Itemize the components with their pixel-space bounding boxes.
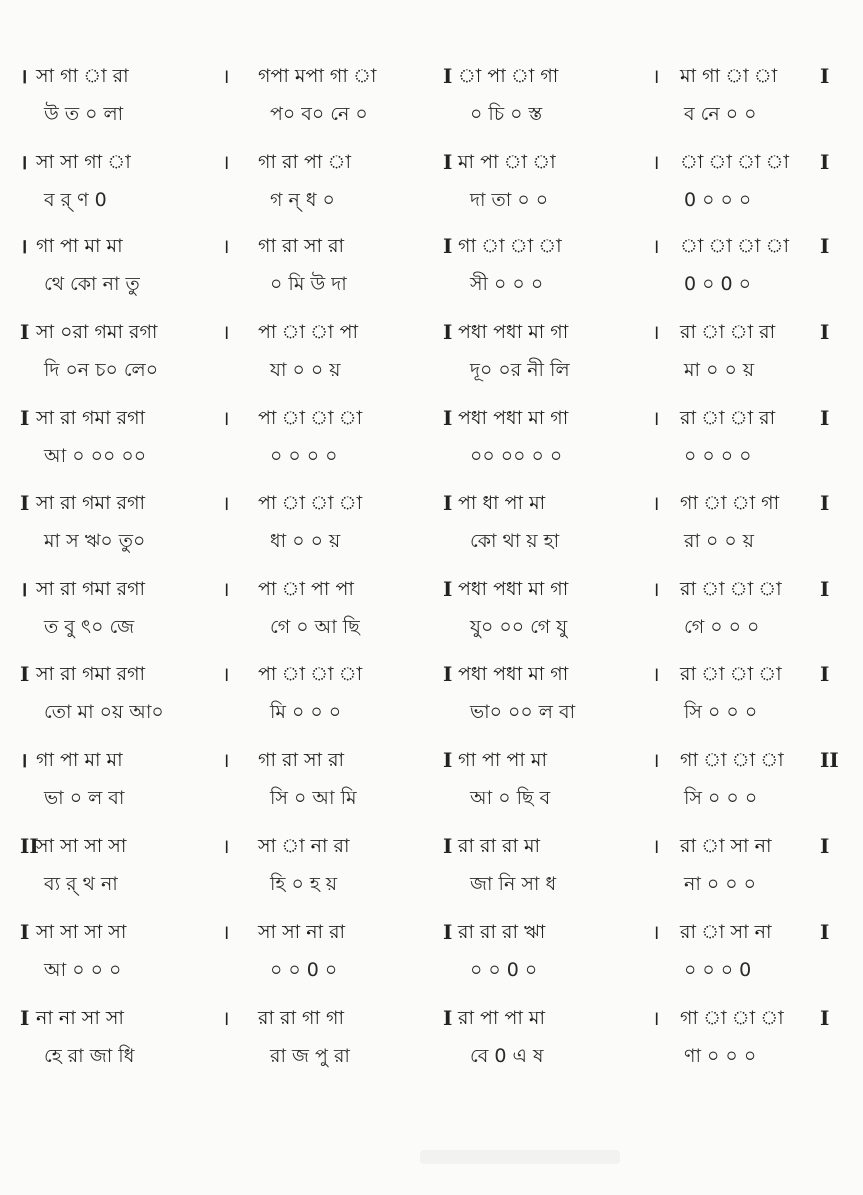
lyric-group: ত বু ৎ০ জে bbox=[44, 616, 135, 638]
note-group: রা া া রা bbox=[680, 407, 776, 429]
note-group: া া া া bbox=[680, 235, 789, 257]
lyric-line bbox=[0, 270, 863, 298]
bar-line: । bbox=[652, 64, 660, 88]
bar-line: । bbox=[652, 234, 660, 258]
lyric-line bbox=[0, 527, 863, 555]
note-group: গা রা পা া bbox=[258, 151, 351, 173]
note-group: সা রা গমা রগা bbox=[36, 492, 146, 514]
note-group: গা া া া bbox=[458, 235, 562, 257]
lyric-group: ধা ০ ০ য় bbox=[270, 530, 341, 552]
bar-line: । bbox=[20, 64, 28, 88]
bar-line: I bbox=[443, 64, 453, 88]
lyric-group: 0 ০ 0 ০ bbox=[684, 273, 752, 295]
note-group: রা রা গা গা bbox=[258, 1007, 344, 1029]
note-group: গপা মপা গা া bbox=[258, 65, 377, 87]
bar-line: I bbox=[820, 406, 830, 430]
lyric-group: রা জ পু রা bbox=[270, 1045, 350, 1067]
lyric-group: ০ মি উ দা bbox=[270, 273, 347, 295]
lyric-group: গে ০ আ ছি bbox=[270, 616, 360, 638]
bar-line: I bbox=[443, 406, 453, 430]
lyric-group: প০ ব০ নে ০ bbox=[270, 103, 368, 125]
lyric-line bbox=[0, 784, 863, 812]
bar-line: I bbox=[820, 64, 830, 88]
note-group: রা রা রা ঋা bbox=[458, 921, 546, 943]
lyric-group: কো থা য় হা bbox=[470, 530, 560, 552]
bar-line: । bbox=[222, 920, 230, 944]
bar-line: I bbox=[820, 320, 830, 344]
note-group: পধা পধা মা গা bbox=[458, 663, 569, 685]
note-group: সা রা গমা রগা bbox=[36, 578, 146, 600]
lyric-group: ব্য র্ থ না bbox=[44, 873, 118, 895]
lyric-line bbox=[0, 186, 863, 214]
note-group: গা া া া bbox=[680, 1007, 784, 1029]
lyric-group: ০০ ০০ ০ ০ bbox=[470, 445, 563, 467]
lyric-group: মি ০ ০ ০ bbox=[270, 701, 342, 723]
note-group: রা া সা না bbox=[680, 835, 772, 857]
lyric-group: বে 0 এ ষ bbox=[470, 1045, 544, 1067]
bar-line: । bbox=[652, 748, 660, 772]
bar-line: II bbox=[820, 748, 839, 772]
bar-line: I bbox=[443, 491, 453, 515]
bar-line: I bbox=[443, 234, 453, 258]
bar-line: । bbox=[222, 150, 230, 174]
bar-line: । bbox=[652, 320, 660, 344]
notation-line bbox=[0, 232, 863, 260]
note-group: সা রা গমা রগা bbox=[36, 663, 146, 685]
lyric-group: ভা ০ ল বা bbox=[44, 787, 125, 809]
notation-line bbox=[0, 660, 863, 688]
lyric-group: সি ০ ০ ০ bbox=[684, 787, 758, 809]
note-group: সা সা গা া bbox=[36, 151, 131, 173]
lyric-group: ০ ০ ০ ০ bbox=[684, 445, 752, 467]
lyric-group: উ ত ০ লা bbox=[44, 103, 124, 125]
bar-line: । bbox=[222, 406, 230, 430]
lyric-group: দূ০ ০র নী লি bbox=[470, 359, 570, 381]
lyric-group: আ ০ ০ ০ bbox=[44, 959, 122, 981]
lyric-group: ব নে ০ ০ bbox=[684, 103, 757, 125]
note-group: গা া া া bbox=[680, 749, 784, 771]
note-group: পা া া পা bbox=[258, 321, 358, 343]
note-group: গা পা পা মা bbox=[458, 749, 547, 771]
bar-line: I bbox=[20, 662, 30, 686]
lyric-line bbox=[0, 698, 863, 726]
bar-line: । bbox=[20, 150, 28, 174]
bar-line: । bbox=[222, 64, 230, 88]
bar-line: I bbox=[20, 1006, 30, 1030]
notation-line bbox=[0, 318, 863, 346]
bar-line: I bbox=[443, 834, 453, 858]
lyric-line bbox=[0, 613, 863, 641]
note-group: সা সা না রা bbox=[258, 921, 346, 943]
lyric-group: হি ০ হ য় bbox=[270, 873, 338, 895]
lyric-group: আ ০ ০০ ০০ bbox=[44, 445, 147, 467]
lyric-group: ০ ০ ০ ০ bbox=[270, 445, 338, 467]
bar-line: I bbox=[20, 491, 30, 515]
lyric-group: সি ০ আ মি bbox=[270, 787, 357, 809]
lyric-group: সি ০ ০ ০ bbox=[684, 701, 758, 723]
note-group: গা রা সা রা bbox=[258, 235, 345, 257]
note-group: পা া া া bbox=[258, 492, 363, 514]
bar-line: I bbox=[20, 320, 30, 344]
lyric-line bbox=[0, 356, 863, 384]
bar-line: I bbox=[443, 920, 453, 944]
bar-line: । bbox=[222, 491, 230, 515]
bar-line: I bbox=[443, 748, 453, 772]
note-group: পা া া া bbox=[258, 407, 363, 429]
notation-line bbox=[0, 148, 863, 176]
lyric-line bbox=[0, 870, 863, 898]
notation-line bbox=[0, 918, 863, 946]
note-group: সা রা গমা রগা bbox=[36, 407, 146, 429]
bar-line: । bbox=[20, 234, 28, 258]
bar-line: I bbox=[820, 491, 830, 515]
note-group: রা া া া bbox=[680, 663, 782, 685]
note-group: সা গা া রা bbox=[36, 65, 129, 87]
bar-line: I bbox=[820, 1006, 830, 1030]
bar-line: I bbox=[820, 577, 830, 601]
bar-line: I bbox=[820, 920, 830, 944]
notation-line bbox=[0, 489, 863, 517]
bar-line: I bbox=[20, 920, 30, 944]
bar-line: I bbox=[443, 150, 453, 174]
lyric-group: ০ ০ ০ 0 bbox=[684, 959, 752, 981]
bar-line: । bbox=[652, 577, 660, 601]
lyric-group: মা ০ ০ য় bbox=[684, 359, 755, 381]
bar-line: । bbox=[20, 748, 28, 772]
lyric-group: যু০ ০০ গে যু bbox=[470, 616, 568, 638]
bar-line: । bbox=[222, 834, 230, 858]
lyric-group: থে কো না তু bbox=[44, 273, 140, 295]
bar-line: I bbox=[820, 234, 830, 258]
lyric-group: যা ০ ০ য় bbox=[270, 359, 341, 381]
note-group: পধা পধা মা গা bbox=[458, 321, 569, 343]
note-group: না না সা সা bbox=[36, 1007, 124, 1029]
bar-line: I bbox=[820, 834, 830, 858]
bar-line: । bbox=[652, 920, 660, 944]
note-group: সা া না রা bbox=[258, 835, 350, 857]
lyric-group: না ০ ০ ০ bbox=[684, 873, 757, 895]
lyric-group: হে রা জা ধি bbox=[44, 1045, 135, 1067]
faint-print-mark bbox=[420, 1150, 620, 1164]
bar-line: । bbox=[652, 491, 660, 515]
lyric-line bbox=[0, 442, 863, 470]
bar-line: I bbox=[20, 406, 30, 430]
note-group: রা রা রা মা bbox=[458, 835, 541, 857]
bar-line: । bbox=[222, 320, 230, 344]
bar-line: । bbox=[20, 577, 28, 601]
bar-line: । bbox=[222, 748, 230, 772]
note-group: রা া া রা bbox=[680, 321, 776, 343]
note-group: পধা পধা মা গা bbox=[458, 407, 569, 429]
note-group: গা রা সা রা bbox=[258, 749, 345, 771]
lyric-group: দি ০ন চ০ লে০ bbox=[44, 359, 159, 381]
lyric-group: জা নি সা ধ bbox=[470, 873, 557, 895]
notation-line bbox=[0, 62, 863, 90]
lyric-line bbox=[0, 100, 863, 128]
lyric-group: আ ০ ছি ব bbox=[470, 787, 551, 809]
notation-line bbox=[0, 746, 863, 774]
notation-line bbox=[0, 575, 863, 603]
note-group: পধা পধা মা গা bbox=[458, 578, 569, 600]
lyric-line bbox=[0, 1042, 863, 1070]
lyric-group: ণা ০ ০ ০ bbox=[684, 1045, 757, 1067]
bar-line: । bbox=[652, 662, 660, 686]
bar-line: । bbox=[222, 1006, 230, 1030]
note-group: গা পা মা মা bbox=[36, 749, 123, 771]
note-group: া া া া bbox=[680, 151, 789, 173]
note-group: সা সা সা সা bbox=[36, 921, 127, 943]
note-group: সা সা সা সা bbox=[36, 835, 127, 857]
lyric-group: ০ ০ 0 ০ bbox=[470, 959, 538, 981]
notation-line bbox=[0, 1004, 863, 1032]
note-group: গা া া গা bbox=[680, 492, 780, 514]
bar-line: I bbox=[820, 150, 830, 174]
bar-line: । bbox=[222, 662, 230, 686]
lyric-group: ভা০ ০০ ল বা bbox=[470, 701, 576, 723]
notation-line bbox=[0, 404, 863, 432]
lyric-group: গে ০ ০ ০ bbox=[684, 616, 760, 638]
note-group: মা গা া া bbox=[680, 65, 778, 87]
note-group: রা া সা না bbox=[680, 921, 772, 943]
lyric-group: মা স ঋ০ তু০ bbox=[44, 530, 146, 552]
lyric-group: 0 ০ ০ ০ bbox=[684, 189, 752, 211]
bar-line: I bbox=[443, 1006, 453, 1030]
bar-line: । bbox=[222, 234, 230, 258]
lyric-group: ব র্ ণ 0 bbox=[44, 189, 107, 211]
lyric-group: ০ ০ 0 ০ bbox=[270, 959, 338, 981]
lyric-line bbox=[0, 956, 863, 984]
note-group: গা পা মা মা bbox=[36, 235, 123, 257]
bar-line: । bbox=[652, 406, 660, 430]
note-group: া পা া গা bbox=[458, 65, 559, 87]
note-group: মা পা া া bbox=[458, 151, 556, 173]
bar-line: I bbox=[443, 320, 453, 344]
note-group: সা ০রা গমা রগা bbox=[36, 321, 158, 343]
lyric-group: সী ০ ০ ০ bbox=[470, 273, 544, 295]
note-group: রা পা পা মা bbox=[458, 1007, 545, 1029]
note-group: পা া পা পা bbox=[258, 578, 354, 600]
bar-line: । bbox=[652, 1006, 660, 1030]
bar-line: I bbox=[443, 577, 453, 601]
bar-line: I bbox=[443, 662, 453, 686]
lyric-group: রা ০ ০ য় bbox=[684, 530, 754, 552]
note-group: পা ধা পা মা bbox=[458, 492, 546, 514]
bar-line: II bbox=[20, 834, 39, 858]
bar-line: । bbox=[652, 150, 660, 174]
bar-line: I bbox=[820, 662, 830, 686]
note-group: রা া া া bbox=[680, 578, 782, 600]
bar-line: । bbox=[652, 834, 660, 858]
note-group: পা া া া bbox=[258, 663, 363, 685]
lyric-group: গ ন্ ধ ০ bbox=[270, 189, 335, 211]
lyric-group: ০ চি ০ স্ত bbox=[470, 103, 543, 125]
notation-line bbox=[0, 832, 863, 860]
lyric-group: তো মা ০য় আ০ bbox=[44, 701, 164, 723]
bar-line: । bbox=[222, 577, 230, 601]
lyric-group: দা তা ০ ০ bbox=[470, 189, 549, 211]
